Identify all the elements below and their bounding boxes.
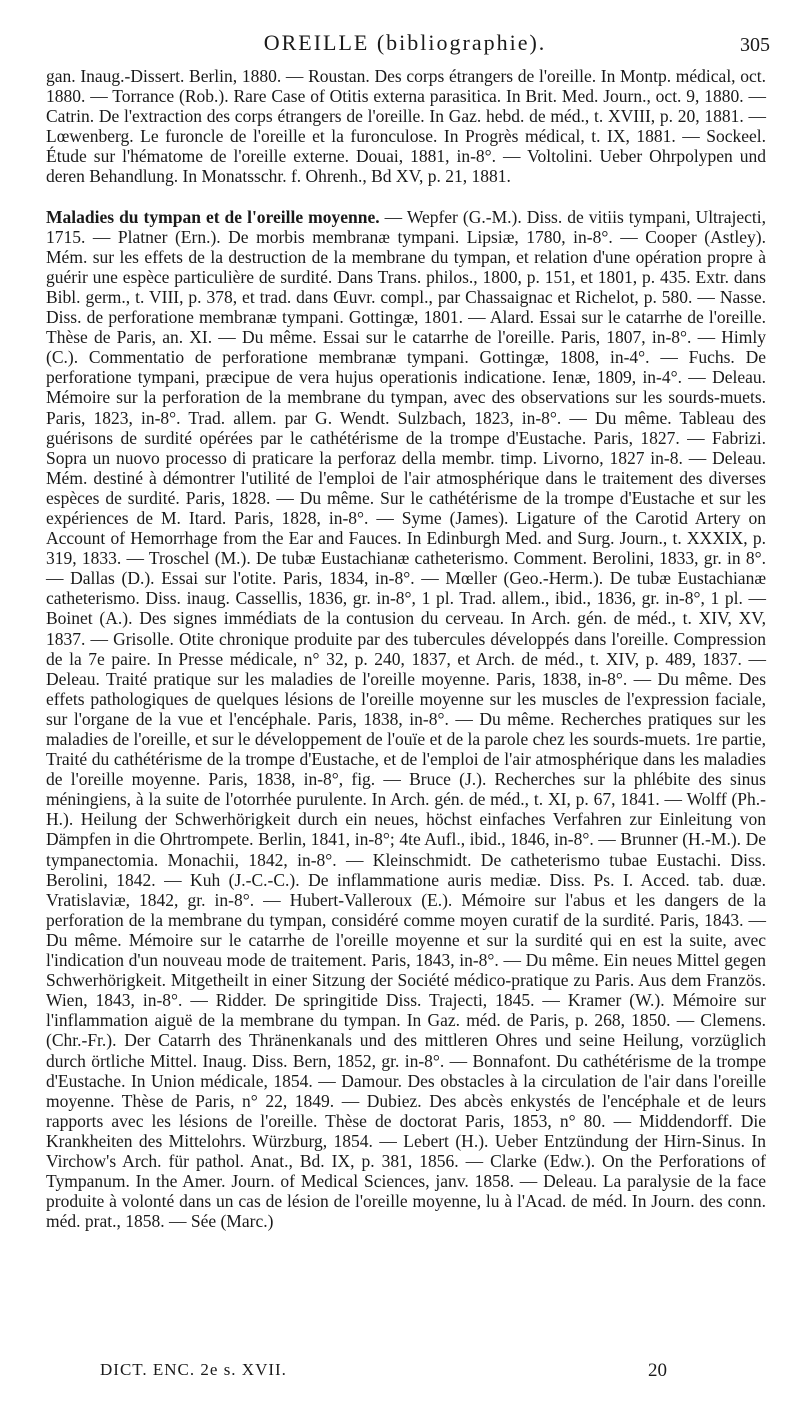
sheet-number: 20 <box>648 1360 667 1381</box>
page-footer <box>100 1360 700 1390</box>
signature-mark: DICT. ENC. 2e s. XVII. <box>100 1360 287 1379</box>
running-head: OREILLE (bibliographie). <box>263 30 547 55</box>
section-heading: Maladies du tympan et de l'oreille moyenne. <box>46 206 380 227</box>
section-paragraph <box>46 207 766 1232</box>
intro-paragraph: gan. Inaug.-Dissert. Berlin, 1880. — Roustan. Des corps étrangers de l'oreille. In Montp. médical, oct. 1880. — Torrance (Rob.). Rare Case of Otitis externa parasitica. In Brit. Med. Journ., oct. 9, 1880. — Catrin. De l'extraction des corps étrangers de l'oreille. In Gaz. hebd. de méd., t. XVIII, p. 20, 1881. — Lœwenberg. Le furoncle de l'oreille et la furonculose. In Progrès médical, t. IX, 1881. — Sockeel. Étude sur l'hématome de l'oreille externe. Douai, 1881, in-8°. — Voltolini. Ueber Ohrpolypen und deren Behandlung. In Monatsschr. f. Ohrenh., Bd XV, p. 21, 1881. <box>46 66 766 187</box>
page-header <box>40 30 770 66</box>
page-number: 305 <box>740 34 770 56</box>
section-text: — Wepfer (G.-M.). Diss. de vitiis tympani, Ultrajecti, 1715. — Platner (Ern.). De morbis membranæ tympani. Lipsiæ, 1780, in-8°. — Cooper (Astley). Mém. sur les effets de la destruction de la membrane du tympan, et relation d'une opération propre à guérir une espèce particulière de surdité. Dans Trans. philos., 1800, p. 151, et 1801, p. 435. Extr. dans Bibl. germ., t. VIII, p. 378, et trad. dans Œuvr. compl., par Chassaignac et Richelot, p. 580. — Nasse. Diss. de perforatione membranæ tympani. Gottingæ, 1801. — Alard. Essai sur le catarrhe de l'oreille. Thèse de Paris, an. XI. — Du même. Essai sur le catarrhe de l'oreille. Paris, 1807, in-8°. — Himly (C.). Commentatio de perforatione membranæ tympani. Gottingæ, 1808, in-4°. — Fuchs. De perforatione tympani, præcipue de vera hujus operationis indicatione. Ienæ, 1809, in-4°. — Deleau. Mémoire sur la perforation de la membrane du tympan, avec des observations sur les sourds-muets. Paris, 1823, in-8°. Trad. allem. par G. Wendt. Sulzbach, 1823, in-8°. — Du même. Tableau des guérisons de surdité opérées par le cathétérisme de la trompe d'Eustache. Paris, 1827. — Fabrizi. Sopra un nuovo processo di praticare la perforaz della membr. timp. Livorno, 1827 in-8. — Deleau. Mém. destiné à démontrer l'utilité de l'emploi de l'air atmosphérique dans le traitement des diverses espèces de surdité. Paris, 1828. — Du même. Sur le cathétérisme de la trompe d'Eustache et sur les expériences de M. Itard. Paris, 1828, in-8°. — Syme (James). Ligature of the Carotid Artery on Account of Hemorrhage from the Ear and Fauces. In Edinburgh Med. and Surg. Journ., t. XXXIX, p. 319, 1833. — Troschel (M.). De tubæ Eustachianæ catheterismo. Comment. Berolini, 1833, gr. in 8°. — Dallas (D.). Essai sur l'otite. Paris, 1834, in-8°. — Mœller (Geo.-Herm.). De tubæ Eustachianæ catheterismo. Diss. inaug. Cassellis, 1836, gr. in-8°, 1 pl. Trad. allem., ibid., 1836, gr. in-8°, 1 pl. — Boinet (A.). Des signes immédiats de la contusion du cerveau. In Arch. gén. de méd., t. XIV, XV, 1837. — Grisolle. Otite chronique produite par des tubercules développés dans l'oreille. Compression de la 7e paire. In Presse médicale, n° 32, p. 240, 1837, et Arch. de méd., t. XIV, p. 489, 1837. — Deleau. Traité pratique sur les maladies de l'oreille moyenne. Paris, 1838, in-8°. — Du même. Des effets pathologiques de quelques lésions de l'oreille moyenne sur les muscles de l'expression faciale, sur l'organe de la vue et l'encéphale. Paris, 1838, in-8°. — Du même. Recherches pratiques sur les maladies de l'oreille, et sur le développement de l'ouïe et de la parole chez les sourds-muets. 1re partie, Traité du cathétérisme de la trompe d'Eustache, et de l'emploi de l'air atmosphérique dans les maladies de l'oreille moyenne. Paris, 1838, in-8°, fig. — Bruce (J.). Recherches sur la phlébite des sinus méningiens, à la suite de l'otorrhée purulente. In Arch. gén. de méd., t. XI, p. 67, 1841. — Wolff (Ph.-H.). Heilung der Schwerhörigkeit durch ein neues, höchst einfaches Verfahren zur Einleitung von Dämpfen in die Ohrtrompete. Berlin, 1841, in-8°; 4te Aufl., ibid., 1846, in-8°. — Brunner (H.-M.). De tympanectomia. Monachii, 1842, in-8°. — Kleinschmidt. De catheterismo tubae Eustachi. Diss. Berolini, 1842. — Kuh (J.-C.-C.). De inflammatione auris mediæ. Diss. Ps. I. Acced. tab. duæ. Vratislaviæ, 1842, gr. in-8°. — Hubert-Valleroux (E.). Mémoire sur l'abus et les dangers de la perforation de la membrane du tympan, considéré comme moyen curatif de la surdité. Paris, 1843. — Du même. Mémoire sur le catarrhe de l'oreille moyenne et sur la surdité qui en est la suite, avec l'indication d'un nouveau mode de traitement. Paris, 1843, in-8°. — Du même. Ein neues Mittel gegen Schwerhörigkeit. Mitgetheilt in einer Sitzung der Société médico-pratique zu Paris. Aus dem Französ. Wien, 1843, in-8°. — Ridder. De springitide Diss. Trajecti, 1845. — Kramer (W.). Mémoire sur l'inflammation aiguë de la membrane du tympan. In Gaz. méd. de Paris, p. 268, 1850. — Clemens. (Chr.-Fr.). Der Catarrh des Thränenkanals und des mittleren Ohres und seine Heilung, vorzüglich durch örtliche Mittel. Inaug. Diss. Bern, 1852, gr. in-8°. — Bonnafont. Du cathétérisme de la trompe d'Eustache. In Union médicale, 1854. — Damour. Des obstacles à la circulation de l'air dans l'oreille moyenne. Thèse de Paris, n° 22, 1849. — Dubiez. Des abcès enkystés de l'encéphale et de leurs rapports avec les lésions de l'oreille. Thèse de doctorat Paris, 1853, n° 80. — Middendorff. Die Krankheiten des Mittelohrs. Würzburg, 1854. — Lebert (H.). Ueber Entzündung der Hirn-Sinus. In Virchow's Arch. für pathol. Anat., Bd. IX, p. 381, 1856. — Clarke (Edw.). On the Perforations of Tympanum. In the Amer. Journ. of Medical Sciences, janv. 1858. — Deleau. La paralysie de la face produite à volonté dans un cas de lésion de l'oreille moyenne, lu à l'Acad. de méd. In Journ. des conn. méd. prat., 1858. — Sée (Marc.) <box>46 206 767 1232</box>
bibliography-body <box>46 66 766 1231</box>
